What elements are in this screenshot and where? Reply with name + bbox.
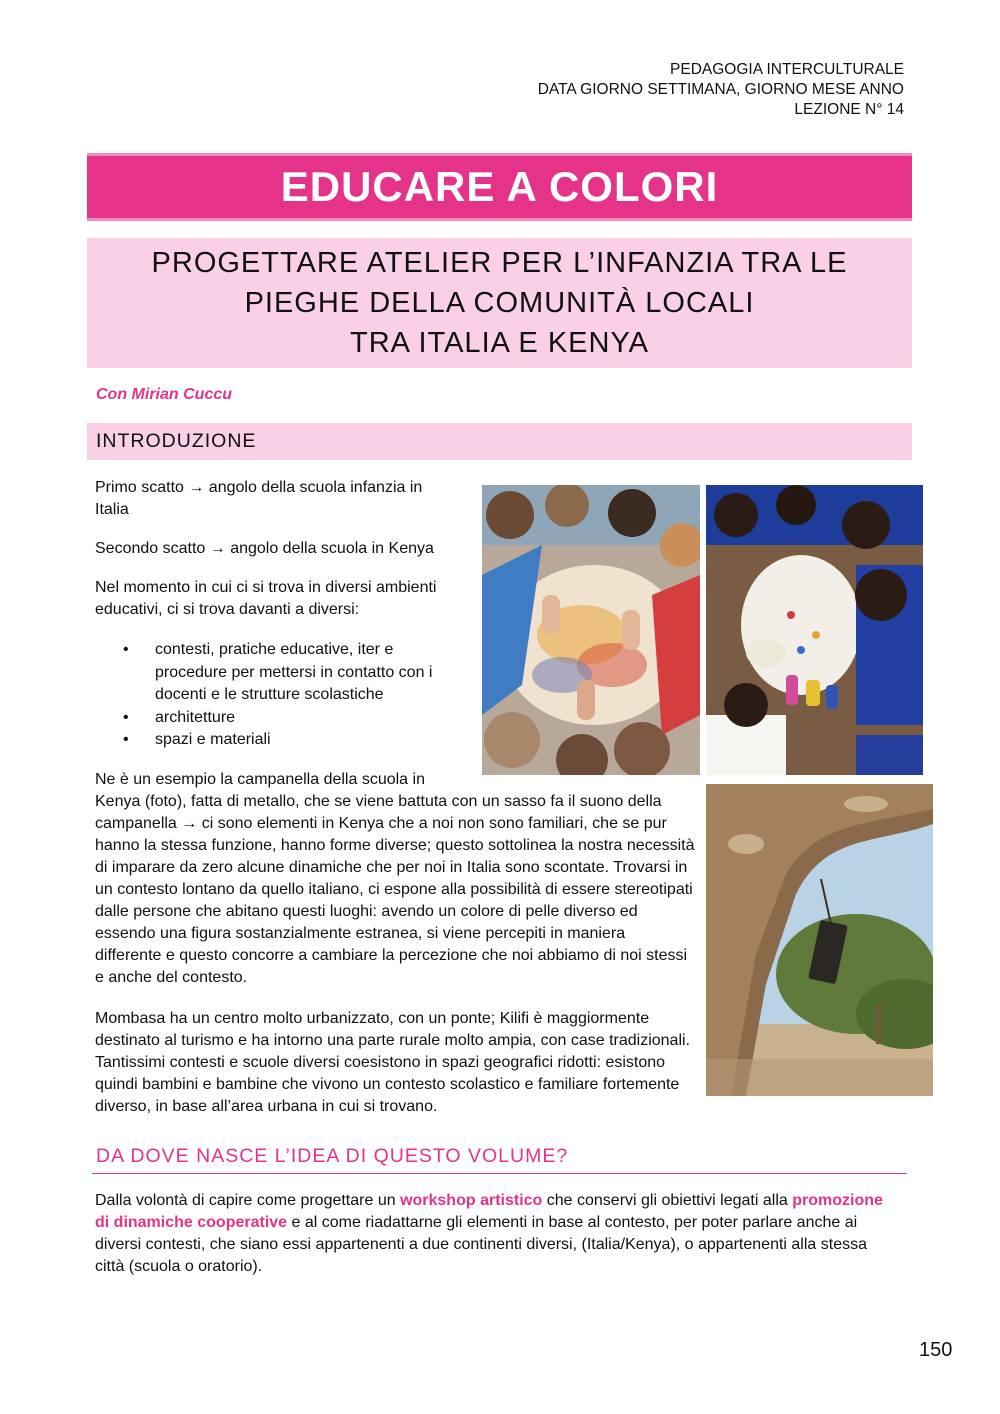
photo-kenya-classroom xyxy=(706,485,923,775)
list-item: • spazi e materiali xyxy=(95,729,465,752)
intro-bullet-list xyxy=(95,639,465,752)
paragraph-text: e al come riadattarne gli elementi in base al contesto, per poter parlare anche ai diversi contesti, che siano essi appartenenti a due continenti diversi, (Italia/Kenya), o appartenenti alla stessa città (scuola o oratorio). xyxy=(95,1214,867,1275)
subtitle-line: TRA ITALIA E KENYA xyxy=(350,327,649,359)
lesson-date: DATA GIORNO SETTIMANA, GIORNO MESE ANNO xyxy=(537,81,904,98)
list-item: • contesti, pratiche educative, iter e procedure per mettersi in contatto con i docenti e le strutture scolastiche xyxy=(95,639,465,707)
photo-kenya-bell xyxy=(706,784,933,1096)
subtitle-banner xyxy=(87,238,912,368)
section-heading-volume-origin: DA DOVE NASCE L’IDEA DI QUESTO VOLUME? xyxy=(96,1145,569,1167)
title-banner xyxy=(87,153,912,221)
paragraph-text: Dalla volontà di capire come progettare un xyxy=(95,1192,401,1209)
section-divider xyxy=(92,1173,907,1174)
section-heading-intro: INTRODUZIONE xyxy=(87,423,912,460)
page-title: EDUCARE A COLORI xyxy=(280,163,719,210)
subtitle-line: PROGETTARE ATELIER PER L’INFANZIA TRA LE xyxy=(151,247,848,279)
paragraph-body: Kenya (foto), fatta di metallo, che se viene battuta con un sasso fa il suono della campanella → ci sono elementi in Kenya che a noi non sono familiari, che se pur hanno la stessa funzione, hanno forme diverse; questo sottolinea la nostra necessità di imparare da zero alcune dinamiche che per noi in Italia sono scontate. Trovarsi in un contesto lontano da quello italiano, ci espone alla possibilità di essere stereotipati dalle persone che abitano questi luoghi: avendo un colore di pelle diverso ed essendo una figura sostanzialmente estranea, si viene percepiti in maniera differente e questo concorre a cambiare la percezione che noi abbiamo di noi stessi e anche del contesto. xyxy=(95,793,695,986)
paragraph-text: che conservi gli obiettivi legati alla xyxy=(542,1192,793,1209)
volume-origin-paragraph xyxy=(95,1190,885,1278)
list-item: • architetture xyxy=(95,707,465,730)
intro-paragraph-2: Secondo scatto → angolo della scuola in Kenya xyxy=(95,540,434,557)
page-number: 150 xyxy=(919,1339,953,1361)
paragraph-first-line: Ne è un esempio la campanella della scuola in xyxy=(95,771,425,788)
intro-paragraph-1: Primo scatto → angolo della scuola infanzia in Italia xyxy=(95,479,423,518)
intro-paragraph-5: Mombasa ha un centro molto urbanizzato, con un ponte; Kilifi è maggiormente destinato al turismo e ha intorno una parte rurale molto ampia, con case tradizionali. Tantissimi contesti e scuole diversi coesistono in spazi geografici ridotti: esistono quindi bambini e bambine che vivono un contesto scolastico e familiare fortemente diverso, in base all’area urbana in cui si trovano. xyxy=(95,1010,690,1115)
page-header xyxy=(538,60,904,120)
highlight-workshop: workshop artistico xyxy=(400,1192,543,1209)
photo-italy-classroom xyxy=(482,485,700,775)
course-name: PEDAGOGIA INTERCULTURALE xyxy=(670,61,904,78)
intro-paragraph-4 xyxy=(95,769,695,989)
highlight-cooperative-dynamics: promozione di dinamiche cooperative xyxy=(95,1192,883,1231)
subtitle-line: PIEGHE DELLA COMUNITÀ LOCALI xyxy=(244,287,755,319)
intro-paragraph-3: Nel momento in cui ci si trova in diversi ambienti educativi, ci si trova davanti a diversi: xyxy=(95,579,437,618)
author-credit: Con Mirian Cuccu xyxy=(96,386,233,403)
lesson-number: LEZIONE N° 14 xyxy=(794,101,904,118)
